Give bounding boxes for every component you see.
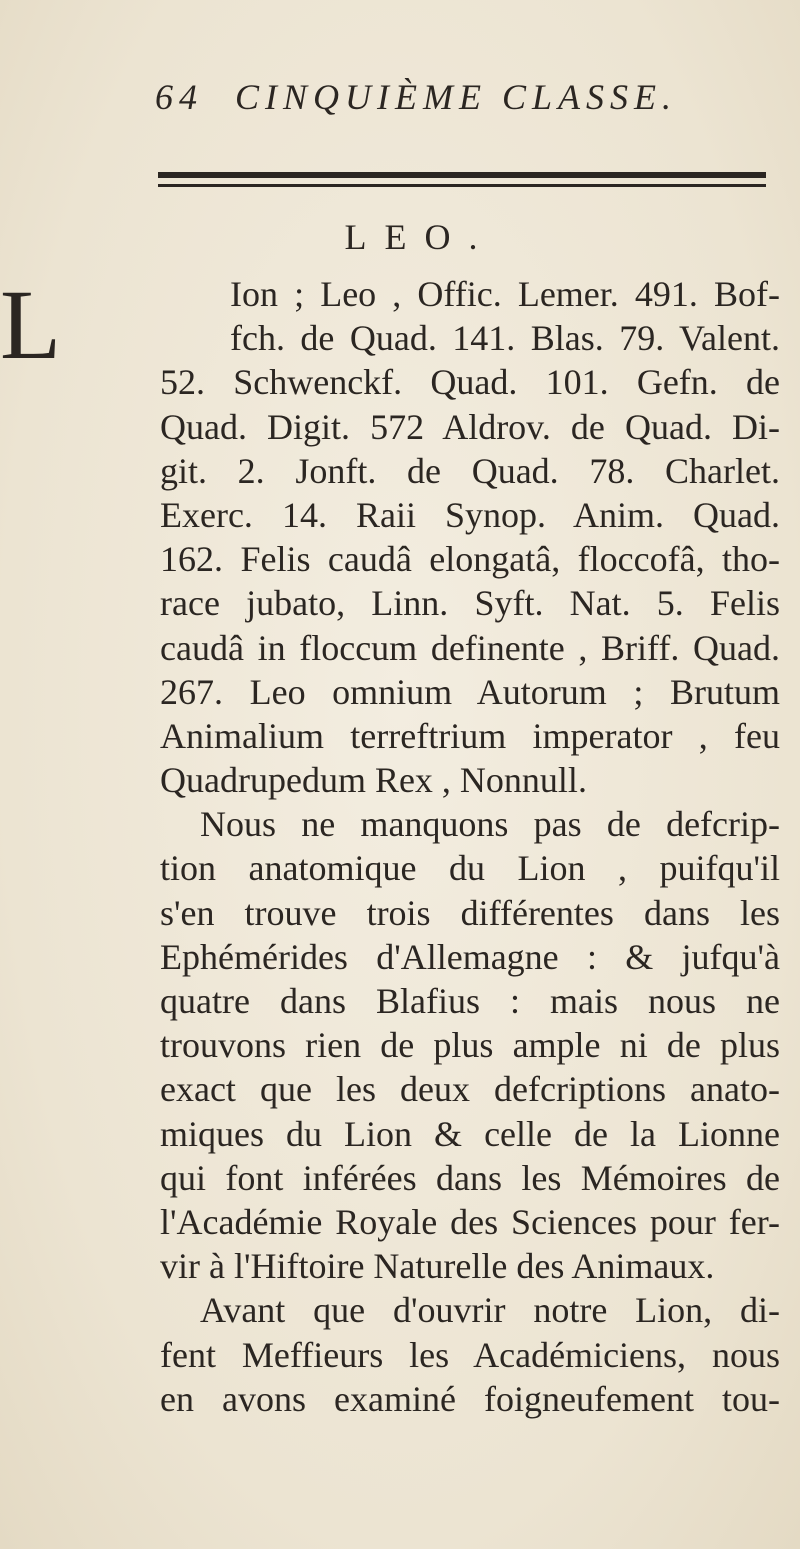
header-rule-thick — [158, 172, 766, 178]
paragraph-synonymy — [160, 272, 780, 802]
text-line: Animalium terreftrium imperator , feu — [160, 715, 780, 756]
text-line: fent Meffieurs les Académiciens, nous — [160, 1334, 780, 1375]
paragraph-anatomy — [160, 802, 780, 1288]
running-title: CINQUIÈME CLASSE. — [235, 77, 677, 117]
text-line: Exerc. 14. Raii Synop. Anim. Quad. — [160, 494, 780, 535]
text-line: Quadrupedum Rex , Nonnull. — [160, 760, 587, 801]
text-line: miques du Lion & celle de la Lionne — [160, 1113, 780, 1154]
text-line: l'Académie Royale des Sciences pour fer- — [160, 1201, 780, 1242]
paragraph-examination — [160, 1288, 780, 1421]
text-line: caudâ in floccum definente , Briff. Quad. — [160, 627, 780, 668]
text-line: quatre dans Blafius : mais nous ne — [160, 981, 780, 1021]
text-line: qui font inférées dans les Mémoires de — [160, 1157, 780, 1198]
drop-cap: L — [0, 269, 62, 380]
running-header — [155, 76, 775, 126]
text-line: Quad. Digit. 572 Aldrov. de Quad. Di- — [160, 406, 780, 447]
text-line: 52. Schwenckf. Quad. 101. Gefn. de — [160, 362, 780, 403]
text-line: fch. de Quad. 141. Blas. 79. Valent. — [230, 318, 780, 359]
text-line: race jubato, Linn. Syft. Nat. 5. Felis — [160, 583, 780, 624]
text-line: Nous ne manquons pas de defcrip- — [200, 804, 780, 845]
text-line: vir à l'Hiftoire Naturelle des Animaux. — [160, 1246, 715, 1287]
body-text — [160, 272, 780, 1421]
text-line: 267. Leo omnium Autorum ; Brutum — [160, 671, 780, 712]
text-line: Ion ; Leo , Offic. Lemer. 491. Bof- — [230, 274, 780, 314]
text-line: 162. Felis caudâ elongatâ, floccofâ, tho- — [160, 539, 780, 580]
section-title: LEO. — [344, 217, 496, 257]
text-line: Ephémérides d'Allemagne : & jufqu'à — [160, 936, 780, 977]
text-line: en avons examiné foigneufement tou- — [160, 1378, 780, 1419]
page-number: 64 — [155, 77, 203, 117]
text-line: s'en trouve trois différentes dans les — [160, 892, 780, 933]
text-line: trouvons rien de plus ample ni de plus — [160, 1025, 780, 1066]
text-line: tion anatomique du Lion , puifqu'il — [160, 848, 780, 889]
header-rule-thin — [158, 184, 766, 187]
text-line: Avant que d'ouvrir notre Lion, di- — [200, 1290, 780, 1331]
text-line: git. 2. Jonft. de Quad. 78. Charlet. — [160, 450, 780, 491]
text-line: exact que les deux defcriptions anato- — [160, 1069, 780, 1110]
